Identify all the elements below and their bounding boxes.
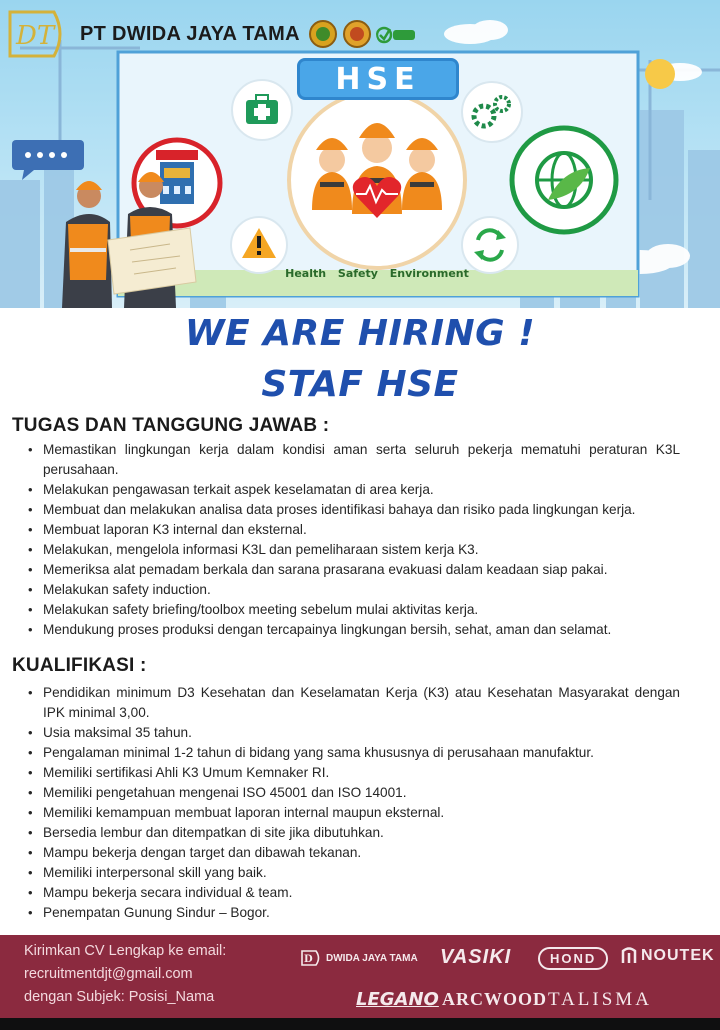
list-item: • Membuat laporan K3 internal dan eksternal.	[28, 520, 680, 540]
list-item: • Memiliki pengetahuan mengenai ISO 45001 dan ISO 14001.	[28, 783, 680, 803]
footer	[0, 935, 720, 1030]
noutek-mark-icon	[620, 947, 638, 965]
list-item: • Membuat dan melakukan analisa data proses identifikasi bahaya dan risiko pada lingkungan kerja.	[28, 500, 680, 520]
sics-badge-icon	[342, 19, 372, 49]
hse-tag: HSE	[297, 58, 459, 100]
globe-leaf-icon	[512, 128, 616, 232]
list-item: • Memiliki kemampuan membuat laporan internal maupun eksternal.	[28, 803, 680, 823]
brand-arcwood: ARCWOOD	[442, 989, 547, 1009]
position-title: STAF HSE	[261, 364, 459, 405]
list-item: • Pendidikan minimum D3 Kesehatan dan Keselamatan Kerja (K3) atau Kesehatan Masyarakat dengan IPK minimal 3,00.	[28, 683, 680, 723]
brand-noutek: NOUTEK	[620, 947, 715, 965]
list-item: • Melakukan, mengelola informasi K3L dan pemeliharaan sistem kerja K3.	[28, 540, 680, 560]
qualifications-heading: KUALIFIKASI :	[12, 655, 147, 676]
svg-text:DT: DT	[16, 21, 55, 51]
hse-caption: Health Safety Environment	[285, 267, 469, 280]
list-item: • Memeriksa alat pemadam berkala dan sarana prasarana evakuasi dalam keadaan siap pakai.	[28, 560, 680, 580]
duties-list	[28, 440, 680, 640]
sun-icon	[645, 59, 675, 89]
list-item: • Memastikan lingkungan kerja dalam kondisi aman serta seluruh pekerja mematuhi peraturan K3L perusahaan.	[28, 440, 680, 480]
contact-info	[24, 940, 226, 1009]
duties-heading: TUGAS DAN TANGGUNG JAWAB :	[12, 415, 330, 436]
brand-vasiki: VASIKI	[440, 946, 512, 968]
contact-email[interactable]: recruitmentdjt@gmail.com	[24, 966, 193, 982]
list-item: • Memiliki sertifikasi Ahli K3 Umum Kemnaker RI.	[28, 763, 680, 783]
bottom-bar	[0, 1018, 720, 1030]
brand-legano: LEGANO	[356, 989, 439, 1010]
list-item: • Melakukan pengawasan terkait aspek keselamatan di area kerja.	[28, 480, 680, 500]
brand-dwida-jaya-tama: D DWIDA JAYA TAMA	[300, 949, 418, 967]
first-aid-kit-icon	[232, 80, 292, 140]
warning-icon	[231, 217, 287, 273]
contact-subject: dengan Subjek: Posisi_Nama	[24, 989, 215, 1005]
brand-hond: HOND	[538, 947, 608, 970]
certification-badges	[308, 19, 416, 49]
list-item: • Memiliki interpersonal skill yang baik.	[28, 863, 680, 883]
brand-talisma: TALISMA	[548, 989, 652, 1010]
company-brand	[6, 8, 416, 60]
list-item: • Melakukan safety briefing/toolbox meeting sebelum mulai aktivitas kerja.	[28, 600, 680, 620]
list-item: • Penempatan Gunung Sindur – Bogor.	[28, 903, 680, 923]
hero-banner	[0, 0, 720, 308]
list-item: • Pengalaman minimal 1-2 tahun di bidang yang sama khususnya di perusahaan manufaktur.	[28, 743, 680, 763]
contact-instruction: Kirimkan CV Lengkap ke email:	[24, 943, 227, 959]
list-item: • Bersedia lembur dan ditempatkan di site jika dibutuhkan.	[28, 823, 680, 843]
list-item: • Mendukung proses produksi dengan tercapainya lingkungan bersih, sehat, aman dan selamat.	[28, 620, 680, 640]
list-item: • Mampu bekerja secara individual & team.	[28, 883, 680, 903]
workers-heart-icon	[289, 92, 465, 268]
hiring-headline: WE ARE HIRING !	[184, 313, 536, 354]
dwida-mark-icon	[300, 949, 322, 967]
company-name: PT DWIDA JAYA TAMA	[80, 22, 300, 45]
svlk-badge-icon	[376, 19, 416, 49]
company-logo-icon	[6, 8, 68, 60]
recycle-icon	[462, 217, 518, 273]
brand-logos	[296, 945, 716, 1025]
gears-icon	[462, 82, 522, 142]
svg-text:D: D	[304, 954, 313, 965]
list-item: • Usia maksimal 35 tahun.	[28, 723, 680, 743]
sucofindo-badge-icon	[308, 19, 338, 49]
qualifications-list	[28, 683, 680, 923]
list-item: • Melakukan safety induction.	[28, 580, 680, 600]
list-item: • Mampu bekerja dengan target dan dibawah tekanan.	[28, 843, 680, 863]
